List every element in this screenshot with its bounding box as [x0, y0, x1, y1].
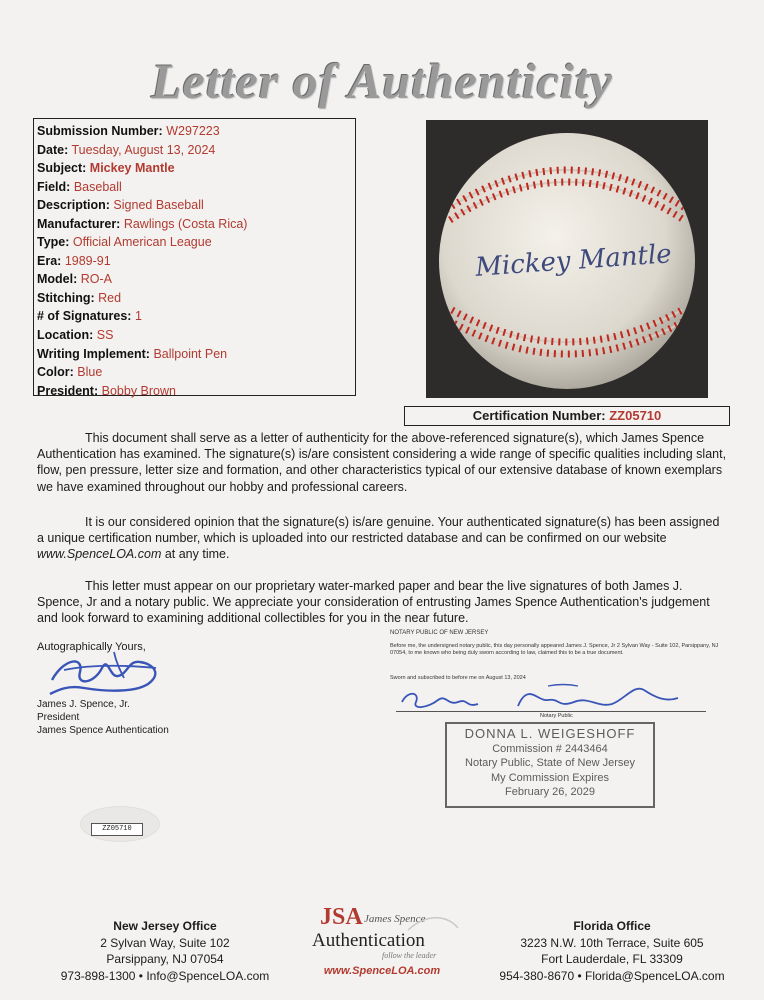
closing-text: Autographically Yours,: [37, 641, 146, 653]
detail-value: Baseball: [73, 179, 122, 194]
detail-label: Manufacturer:: [37, 216, 121, 231]
new-jersey-office: [40, 918, 290, 984]
detail-row: [37, 307, 355, 326]
logo-tagline: follow the leader: [382, 951, 437, 960]
detail-value: RO-A: [80, 272, 113, 287]
detail-label: Color:: [37, 365, 74, 380]
detail-row: [37, 196, 355, 215]
detail-row: [37, 233, 355, 252]
detail-label: President:: [37, 383, 99, 398]
signer-company: James Spence Authentication: [37, 725, 169, 736]
detail-row: [37, 345, 355, 364]
detail-label: # of Signatures:: [37, 309, 132, 324]
president-signature: [44, 648, 172, 698]
detail-label: Field:: [37, 179, 71, 194]
signer-block: [37, 698, 169, 737]
detail-value: W297223: [166, 124, 220, 138]
baseball-photo: [426, 120, 708, 398]
detail-label: Description:: [37, 198, 110, 213]
office-city: Parsippany, NJ 07054: [106, 952, 224, 966]
detail-value: Red: [98, 290, 122, 305]
detail-row: [37, 215, 355, 234]
detail-row: [37, 141, 355, 160]
detail-label: Date:: [37, 142, 69, 157]
notary-body: Before me, the undersigned notary public, this day personally appeared James J. Spence, Jr 2 Sylvan Way - Suite 102, Parsippany, NJ 07054, to me known who being duly sworn according to law, claimed this to be a true document.: [390, 643, 719, 656]
office-contact: 954-380-8670 • Florida@SpenceLOA.com: [499, 968, 725, 983]
detail-value: Rawlings (Costa Rica): [123, 216, 248, 231]
stamp-name: DONNA L. WEIGESHOFF: [464, 726, 636, 741]
detail-row: [37, 252, 355, 271]
office-contact: 973-898-1300 • Info@SpenceLOA.com: [60, 968, 270, 983]
certification-label: Certification Number:: [472, 408, 606, 423]
office-city: Fort Lauderdale, FL 33309: [541, 952, 683, 966]
detail-value: Bobby Brown: [101, 383, 176, 398]
detail-row: [37, 382, 355, 401]
detail-value: SS: [96, 328, 114, 343]
detail-row: [37, 122, 355, 141]
logo-word: Authentication: [312, 930, 425, 951]
detail-label: Model:: [37, 272, 78, 287]
stamp-commission: Commission # 2443464: [492, 742, 608, 755]
submission-details-box: [33, 118, 356, 396]
logo-website: www.SpenceLOA.com: [323, 965, 441, 977]
signer-name: James J. Spence, Jr.: [37, 699, 130, 710]
notary-label: Notary Public: [540, 713, 573, 719]
detail-label: Submission Number:: [37, 124, 163, 138]
florida-office: [487, 918, 737, 984]
paragraph-opinion: [37, 514, 727, 563]
paragraph-opinion-end: at any time.: [161, 547, 230, 562]
page-title: Letter of Authenticity: [151, 53, 613, 109]
detail-row: [37, 363, 355, 382]
logo-mark: JSA: [320, 904, 363, 930]
detail-label: Subject:: [37, 161, 87, 176]
website-link: www.SpenceLOA.com: [37, 547, 162, 562]
paragraph-requirements: This letter must appear on our proprietary water-marked paper and bear the live signatures of both James J. Spence, Jr and a notary public. We appreciate your consideration of entrusting James Spence Authentication's judgement and look forward to examining additional collectibles for you in the near future.: [37, 579, 710, 626]
signer-title: President: [37, 712, 80, 723]
paragraph-examination: This document shall serve as a letter of authenticity for the above-referenced signature(s), which James Spence Authentication has examined. The signature(s) is/are consistent considering a wide range of specific qualities including slant, flow, pen pressure, letter size and formation, and other characteristics typical of our extensive database of known exemplars we have examined throughout our hobby and professional careers.: [37, 431, 727, 494]
notary-signature-line: [396, 711, 706, 712]
detail-row: [37, 270, 355, 289]
detail-row: [37, 159, 355, 178]
stamp-expires-label: My Commission Expires: [491, 771, 609, 784]
detail-label: Era:: [37, 253, 62, 268]
detail-value: Blue: [77, 365, 103, 380]
detail-value: Signed Baseball: [113, 198, 204, 213]
notary-stamp: [445, 722, 655, 808]
office-address: 2 Sylvan Way, Suite 102: [100, 935, 230, 950]
certification-number: ZZ05710: [609, 408, 662, 423]
detail-row: [37, 178, 355, 197]
office-name: New Jersey Office: [113, 919, 217, 933]
certification-number-box: [404, 406, 730, 426]
detail-row: [37, 289, 355, 308]
paragraph-opinion-text: It is our considered opinion that the signature(s) is/are genuine. Your authenticated signature(s) has been assigned a unique certification number, which is uploaded into our restricted database and can be confirmed on our website: [37, 515, 720, 546]
logo-brand: James Spence: [364, 913, 426, 925]
detail-label: Location:: [37, 328, 94, 343]
detail-label: Type:: [37, 235, 70, 250]
stamp-state: Notary Public, State of New Jersey: [465, 757, 635, 769]
detail-value: 1: [134, 309, 142, 324]
detail-value: Official American League: [72, 235, 212, 250]
hologram-code: ZZ05710: [91, 823, 143, 836]
detail-value: Ballpoint Pen: [153, 346, 228, 361]
detail-value: Mickey Mantle: [89, 161, 175, 176]
notary-statement: [390, 630, 730, 657]
office-address: 3223 N.W. 10th Terrace, Suite 605: [520, 935, 704, 950]
detail-label: Stitching:: [37, 290, 95, 305]
detail-value: 1989-91: [64, 253, 111, 268]
detail-label: Writing Implement:: [37, 346, 150, 361]
stamp-expires-date: February 26, 2029: [505, 786, 595, 798]
notary-sworn: Sworn and subscribed to before me on August 13, 2024: [390, 675, 526, 681]
ball-signature: Mickey Mantle: [474, 239, 673, 283]
detail-value: Tuesday, August 13, 2024: [71, 142, 216, 157]
office-name: Florida Office: [573, 919, 651, 933]
detail-row: [37, 326, 355, 345]
notary-heading: NOTARY PUBLIC OF NEW JERSEY: [390, 630, 489, 636]
